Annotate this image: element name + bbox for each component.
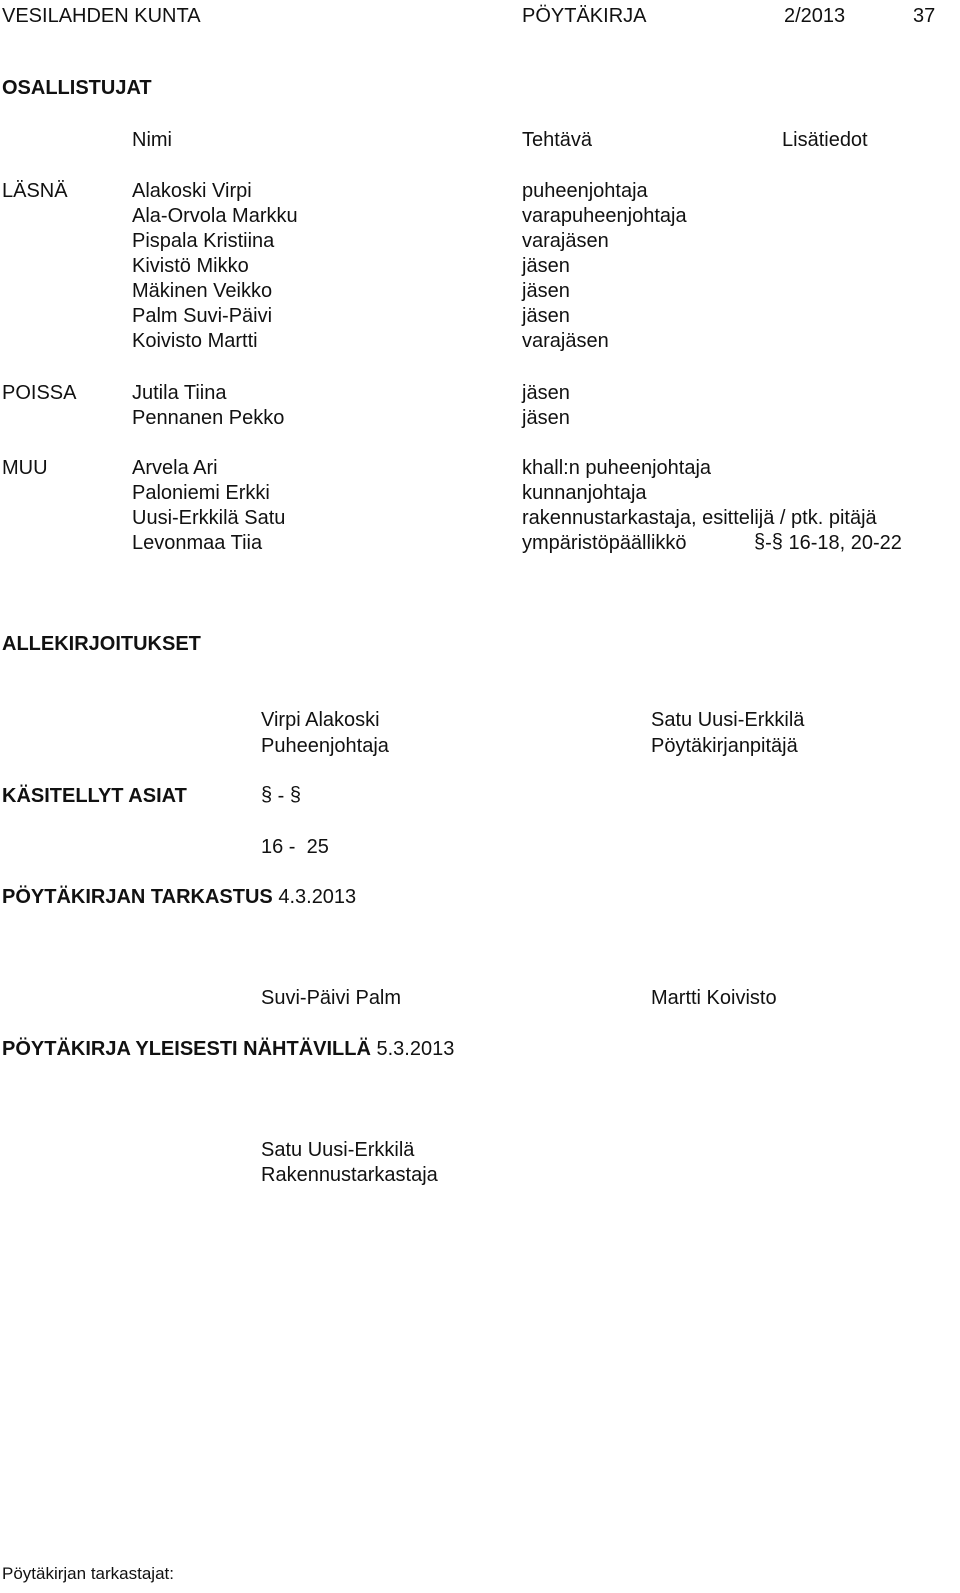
participant-name: Kivistö Mikko xyxy=(132,255,249,277)
participant-name: Palm Suvi-Päivi xyxy=(132,305,273,327)
section-sign-icon: § xyxy=(261,784,273,806)
participant-role: ympäristöpäällikkö xyxy=(522,532,687,554)
review-date: 4.3.2013 xyxy=(278,886,357,908)
column-header-role: Tehtävä xyxy=(522,129,593,151)
participant-name: Alakoski Virpi xyxy=(132,180,252,202)
page-number: 37 xyxy=(913,5,936,27)
participant-name: Arvela Ari xyxy=(132,457,218,479)
absent-label: POISSA xyxy=(2,382,77,404)
participant-name: Uusi-Erkkilä Satu xyxy=(132,507,286,529)
items-range: 16 - 25 xyxy=(261,836,329,858)
column-header-name: Nimi xyxy=(132,129,172,151)
participant-role: varajäsen xyxy=(522,330,609,352)
participant-role: jäsen xyxy=(522,382,570,404)
document-number: 2/2013 xyxy=(784,5,846,27)
other-label: MUU xyxy=(2,457,48,479)
participant-name: Ala-Orvola Markku xyxy=(132,205,298,227)
participant-name: Paloniemi Erkki xyxy=(132,482,270,504)
public-heading xyxy=(2,1037,454,1061)
participant-name: Pennanen Pekko xyxy=(132,407,285,429)
document-type: PÖYTÄKIRJA xyxy=(522,5,647,27)
footer-reviewers-label: Pöytäkirjan tarkastajat: xyxy=(2,1564,174,1583)
items-section-marker: § - § xyxy=(261,784,302,807)
participant-name: Pispala Kristiina xyxy=(132,230,275,252)
secretary-title: Pöytäkirjanpitäjä xyxy=(651,735,798,757)
public-title: PÖYTÄKIRJA YLEISESTI NÄHTÄVILLÄ xyxy=(2,1038,371,1060)
signatures-heading: ALLEKIRJOITUKSET xyxy=(2,633,201,655)
participant-role: jäsen xyxy=(522,407,570,429)
section-range: 16-18, 20-22 xyxy=(788,532,902,554)
participant-role: varajäsen xyxy=(522,230,609,252)
public-date: 5.3.2013 xyxy=(376,1038,455,1060)
reviewer-1: Suvi-Päivi Palm xyxy=(261,987,402,1009)
items-heading: KÄSITELLYT ASIAT xyxy=(2,785,187,807)
participant-name: Koivisto Martti xyxy=(132,330,258,352)
participant-name: Mäkinen Veikko xyxy=(132,280,273,302)
reviewer-2: Martti Koivisto xyxy=(651,987,777,1009)
present-label: LÄSNÄ xyxy=(2,180,68,202)
participant-extra: §-§ 16-18, 20-22 xyxy=(754,531,902,554)
column-header-extra: Lisätiedot xyxy=(782,129,868,151)
participant-name: Jutila Tiina xyxy=(132,382,227,404)
review-heading xyxy=(2,885,356,909)
participant-role: khall:n puheenjohtaja xyxy=(522,457,712,479)
public-signer-title: Rakennustarkastaja xyxy=(261,1164,438,1186)
section-sign-icon: § xyxy=(754,531,766,553)
participant-role: kunnanjohtaja xyxy=(522,482,647,504)
participant-role: rakennustarkastaja, esittelijä / ptk. pitäjä xyxy=(522,507,877,529)
municipality-name: VESILAHDEN KUNTA xyxy=(2,5,201,27)
participant-role: varapuheenjohtaja xyxy=(522,205,687,227)
participants-heading: OSALLISTUJAT xyxy=(2,77,152,99)
chair-name: Virpi Alakoski xyxy=(261,709,380,731)
review-title: PÖYTÄKIRJAN TARKASTUS xyxy=(2,886,273,908)
secretary-name: Satu Uusi-Erkkilä xyxy=(651,709,805,731)
section-sign-icon: § xyxy=(289,784,302,806)
public-signer-name: Satu Uusi-Erkkilä xyxy=(261,1139,415,1161)
chair-title: Puheenjohtaja xyxy=(261,735,389,757)
participant-name: Levonmaa Tiia xyxy=(132,532,263,554)
section-sign-icon: § xyxy=(771,531,783,553)
participant-role: jäsen xyxy=(522,255,570,277)
participant-role: puheenjohtaja xyxy=(522,180,648,202)
participant-role: jäsen xyxy=(522,280,570,302)
participant-role: jäsen xyxy=(522,305,570,327)
